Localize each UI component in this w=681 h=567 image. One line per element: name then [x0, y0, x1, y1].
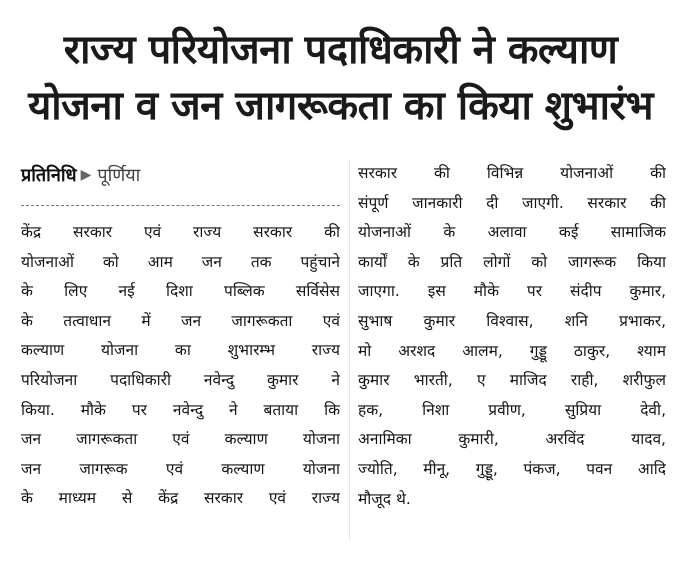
text-line: ज्योति, मीनू, गुड्डू, पंकज, पवन आदि: [358, 459, 666, 478]
text-line: के तत्वाधान में जन जागरूकता एवं: [21, 311, 340, 330]
text-line: जाएगा. इस मौके पर संदीप कुमार,: [358, 282, 666, 301]
text-line: संपूर्ण जानकारी दी जाएगी. सरकार की: [358, 193, 666, 212]
text-line: के लिए नई दिशा पब्लिक सर्विसेस: [21, 282, 340, 301]
headline-line-2: योजना व जन जागरूकता का किया शुभारंभ: [28, 83, 653, 129]
text-line: कार्यों के प्रति लोगों को जागरूक किया: [358, 252, 666, 271]
text-line: जन जागरूकता एवं कल्याण योजना: [21, 430, 340, 449]
text-line: योजनाओं को आम जन तक पहुंचाने: [21, 252, 340, 271]
play-arrow-icon: ▶: [80, 167, 92, 183]
text-line: किया. मौके पर नवेन्दु ने बताया कि: [21, 400, 340, 419]
text-line: जन जागरूक एवं कल्याण योजना: [21, 459, 340, 478]
text-line: कल्याण योजना का शुभारम्भ राज्य: [21, 341, 340, 360]
top-border: [0, 0, 681, 4]
text-line: के माध्यम से केंद्र सरकार एवं राज्य: [21, 489, 340, 508]
text-line: कुमार भारती, ए माजिद राही, शरीफुल: [358, 371, 666, 390]
text-line: केंद्र सरकार एवं राज्य सरकार की: [21, 223, 340, 241]
headline-line-1: राज्य परियोजना पदाधिकारी ने कल्याण: [63, 27, 618, 73]
text-line: सरकार की विभिन्न योजनाओं की: [358, 164, 666, 182]
text-line: सुभाष कुमार विश्वास, शनि प्रभाकर,: [358, 311, 666, 330]
text-line: मो अरशद आलम, गुड्डू ठाकुर, श्याम: [358, 341, 666, 360]
text-line: परियोजना पदाधिकारी नवेन्दु कुमार ने: [21, 370, 340, 389]
text-line: योजनाओं के अलावा कई सामाजिक: [358, 223, 666, 242]
byline-divider: [21, 205, 340, 206]
headline: [0, 22, 681, 134]
article-column-left: [21, 218, 340, 514]
text-line: हक, निशा प्रवीण, सुप्रिया देवी,: [358, 400, 666, 419]
text-line: मौजूद थे.: [358, 489, 411, 508]
column-divider: [349, 160, 350, 540]
byline-reporter: प्रतिनिधि: [21, 165, 77, 186]
article-column-right: [358, 159, 666, 514]
byline-location: पूर्णिया: [97, 165, 141, 186]
text-line: अनामिका कुमारी, अरविंद यादव,: [358, 430, 666, 449]
byline: [21, 160, 321, 190]
